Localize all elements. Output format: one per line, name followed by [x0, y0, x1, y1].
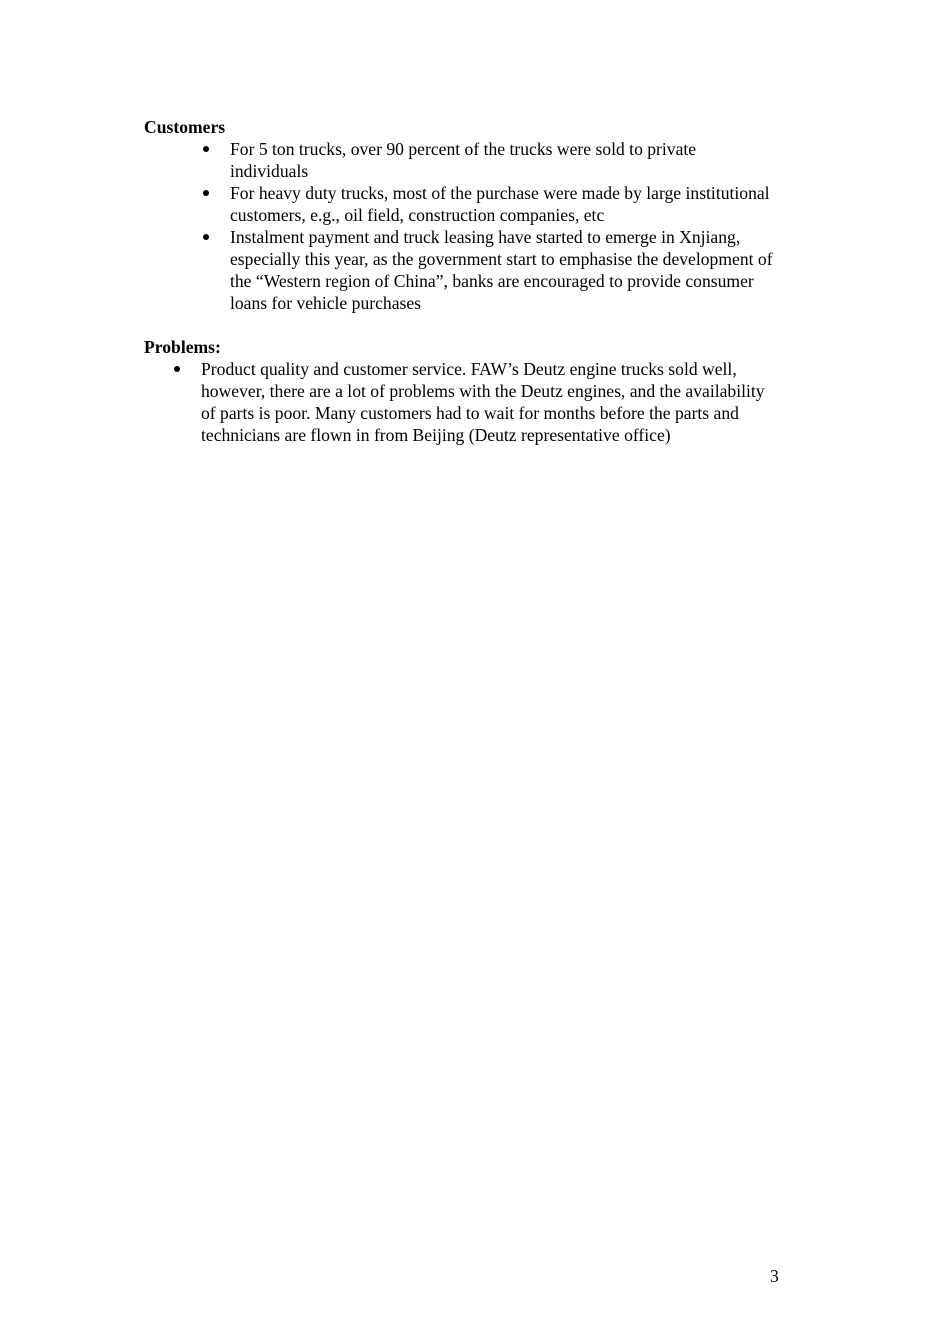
bullet-icon	[203, 234, 209, 240]
problems-heading: Problems:	[144, 337, 221, 357]
list-item	[230, 138, 775, 182]
list-item-text: For heavy duty trucks, most of the purchase were made by large institutional customers, e.g., oil field, construction companies, etc	[230, 183, 770, 225]
bullet-icon	[174, 366, 180, 372]
list-item	[230, 182, 775, 226]
customers-heading: Customers	[144, 117, 226, 137]
problems-bullet-list	[201, 358, 776, 446]
list-item-text: Instalment payment and truck leasing have started to emerge in Xnjiang, especially this year, as the government start to emphasise the development of the “Western region of China”, banks are encouraged to provide consumer loans for vehicle purchases	[230, 227, 773, 313]
list-item	[201, 358, 776, 446]
customers-bullet-list	[230, 138, 775, 314]
page-number: 3	[770, 1266, 779, 1286]
bullet-icon	[203, 146, 209, 152]
bullet-icon	[203, 190, 209, 196]
list-item-text: Product quality and customer service. FAW’s Deutz engine trucks sold well, however, there are a lot of problems with the Deutz engines, and the availability of parts is poor. Many customers had to wait for months before the parts and technicians are flown in from Beijing (Deutz representative office)	[201, 359, 765, 445]
list-item	[230, 226, 775, 314]
list-item-text: For 5 ton trucks, over 90 percent of the trucks were sold to private individuals	[230, 139, 697, 181]
